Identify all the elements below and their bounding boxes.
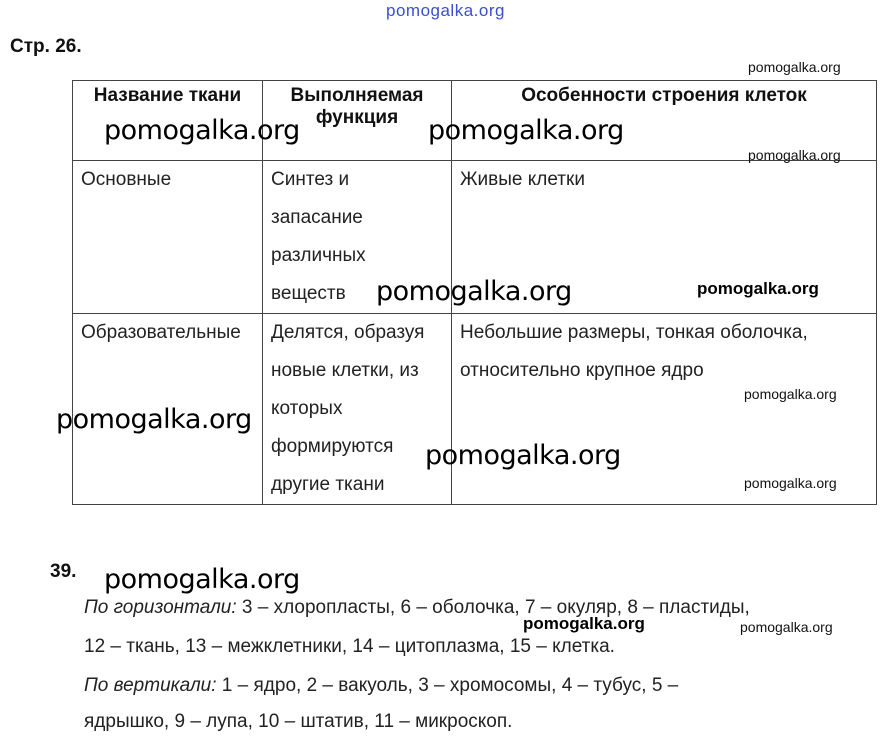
cell-tissue-name: Основные [73, 161, 263, 314]
watermark-small: pomogalka.org [748, 147, 841, 163]
cell-structure: Живые клетки [452, 161, 877, 314]
vertical-answers-line-2: ядрышко, 9 – лупа, 10 – штатив, 11 – микроскоп. [84, 711, 513, 732]
horizontal-text-1: 3 – хлоропласты, 6 – оболочка, 7 – окуляр, 8 – пластиды, [236, 597, 750, 618]
watermark-large: pomogalka.org [56, 404, 252, 435]
horizontal-label: По горизонтали: [84, 597, 237, 618]
cell-tissue-name: Образовательные [73, 314, 263, 505]
watermark-top[interactable]: pomogalka.org [386, 1, 505, 20]
watermark-large: pomogalka.org [104, 115, 300, 146]
cell-function: Синтез и запасание различных веществ [263, 161, 452, 314]
watermark-medium: pomogalka.org [697, 279, 819, 298]
header-cell-structure: Особенности строения клеток [452, 81, 877, 161]
watermark-large: pomogalka.org [104, 564, 300, 595]
watermark-small: pomogalka.org [744, 475, 837, 491]
vertical-text-1: 1 – ядро, 2 – вакуоль, 3 – хромосомы, 4 – тубус, 5 – [216, 675, 679, 696]
watermark-small: pomogalka.org [740, 619, 833, 635]
watermark-large: pomogalka.org [428, 115, 624, 146]
task-number: 39. [50, 561, 77, 582]
watermark-large: pomogalka.org [425, 440, 621, 471]
header-tissue-name: Название ткани [73, 81, 263, 161]
vertical-label: По вертикали: [84, 675, 217, 696]
page-label: Стр. 26. [10, 36, 82, 57]
watermark-large: pomogalka.org [376, 276, 572, 307]
watermark-small: pomogalka.org [744, 386, 837, 402]
cell-function: Делятся, образуя новые клетки, из которых формируются другие ткани [263, 314, 452, 505]
horizontal-answers-line-1 [84, 597, 750, 619]
cell-structure: Небольшие размеры, тонкая оболочка, относительно крупное ядро [452, 314, 877, 505]
watermark-small: pomogalka.org [748, 59, 841, 75]
header-function: Выполняемая функция [263, 81, 452, 161]
vertical-answers-line-1 [84, 675, 678, 697]
horizontal-answers-line-2: 12 – ткань, 13 – межклетники, 14 – цитоплазма, 15 – клетка. [84, 636, 615, 657]
watermark-medium: pomogalka.org [523, 614, 645, 633]
